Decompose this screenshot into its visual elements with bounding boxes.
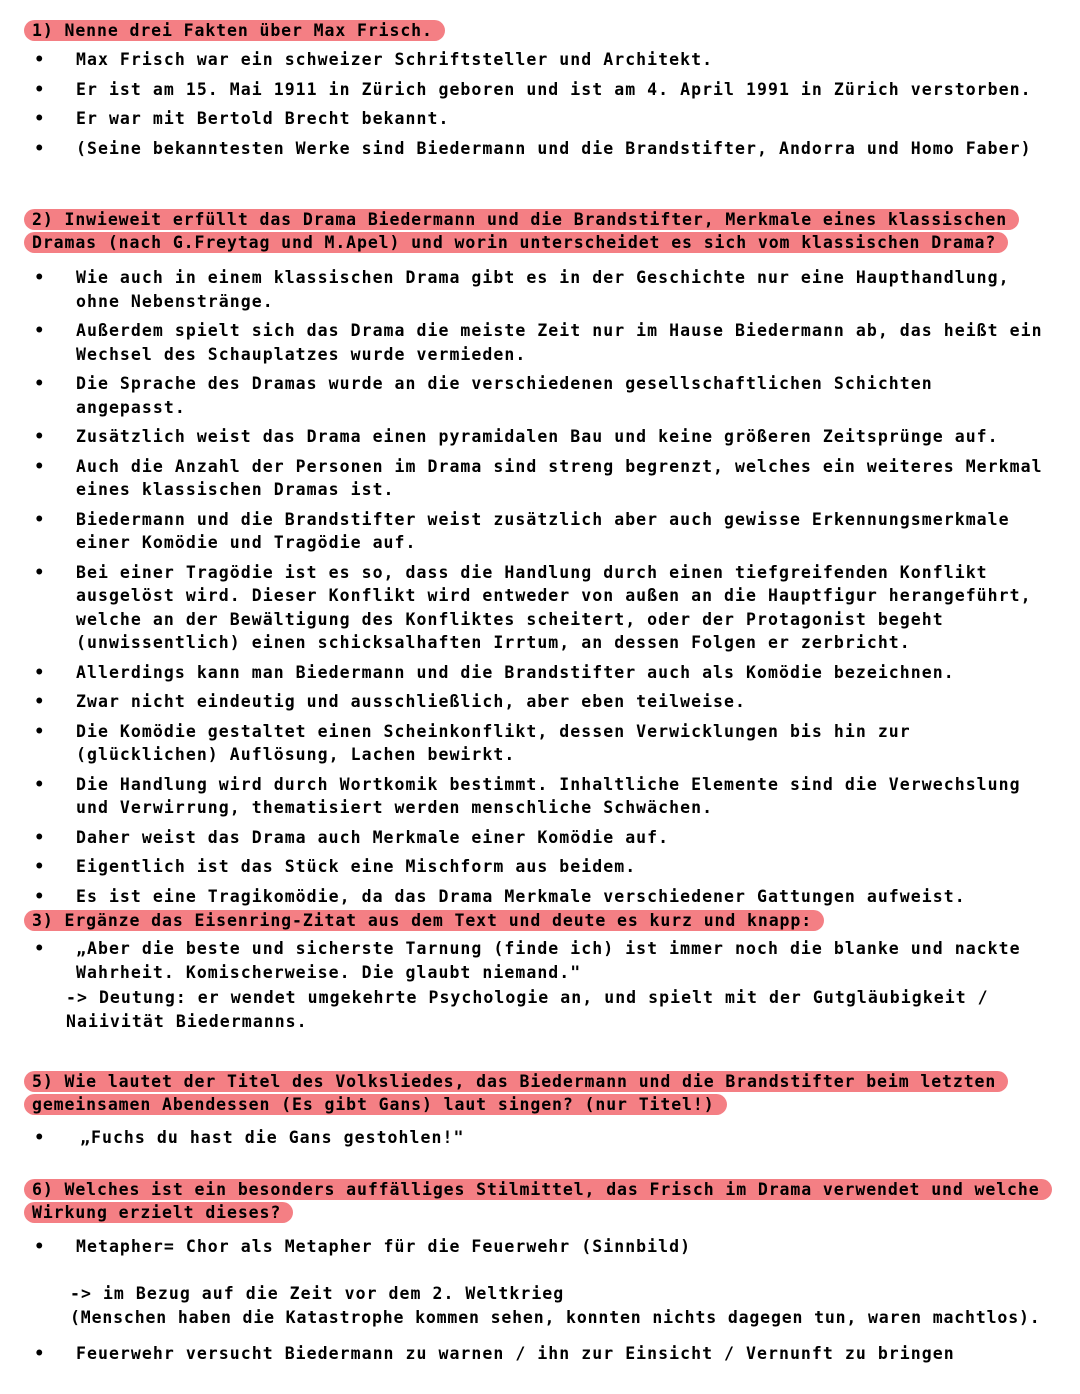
question-3-answers — [0, 937, 1080, 984]
list-item: • Die Komödie gestaltet einen Scheinkonflikt, dessen Verwicklungen bis hin zur (glücklichen) Auflösung, Lachen bewirkt. — [0, 720, 1080, 767]
list-item: • Max Frisch war ein schweizer Schriftsteller und Architekt. — [0, 48, 1080, 72]
list-item: • Es ist eine Tragikomödie, da das Drama Merkmale verschiedener Gattungen aufweist. — [0, 885, 1080, 909]
question-1-heading: 1) Nenne drei Fakten über Max Frisch. — [24, 19, 445, 42]
question-6-answers — [0, 1235, 1080, 1265]
list-item: • Die Handlung wird durch Wortkomik bestimmt. Inhaltliche Elemente sind die Verwechslung und Verwirrung, thematisiert werden menschliche Schwächen. — [0, 773, 1080, 820]
list-item: • Biedermann und die Brandstifter weist zusätzlich aber auch gewisse Erkennungsmerkmale einer Komödie und Tragödie auf. — [0, 508, 1080, 555]
list-item: • „Fuchs du hast die Gans gestohlen!" — [0, 1126, 1080, 1150]
question-6-answers-2 — [0, 1342, 1080, 1372]
list-item: • Er ist am 15. Mai 1911 in Zürich geboren und ist am 4. April 1991 in Zürich verstorben. — [0, 78, 1080, 102]
list-item: • Metapher= Chor als Metapher für die Feuerwehr (Sinnbild) — [0, 1235, 1080, 1259]
list-item: • Eigentlich ist das Stück eine Mischform aus beidem. — [0, 855, 1080, 879]
question-6-heading: 6) Welches ist ein besonders auffälliges Stilmittel, das Frisch im Drama verwendet und welche Wirkung erzielt dieses? — [24, 1178, 1052, 1224]
list-item: • Bei einer Tragödie ist es so, dass die Handlung durch einen tiefgreifenden Konflikt ausgelöst wird. Dieser Konflikt wird entweder von außen an die Hauptfigur herangeführt, welche an der Bewältigung des Konfliktes scheitert, oder der Protagonist begeht (unwissentlich) einen schicksalhaften Irrtum, an dessen Folgen er zerbricht. — [0, 561, 1080, 655]
question-3-heading: 3) Ergänze das Eisenring-Zitat aus dem Text und deute es kurz und knapp: — [24, 909, 824, 932]
question-1-answers — [0, 48, 1080, 166]
list-item: • Wie auch in einem klassischen Drama gibt es in der Geschichte nur eine Haupthandlung, ohne Nebenstränge. — [0, 266, 1080, 313]
interpretation: -> Deutung: er wendet umgekehrte Psychologie an, und spielt mit der Gutgläubigkeit / Naiivität Biedermanns. — [66, 988, 989, 1031]
list-item: • Feuerwehr versucht Biedermann zu warnen / ihn zur Einsicht / Vernunft zu bringen — [0, 1342, 1080, 1366]
list-item: • (Seine bekanntesten Werke sind Biedermann und die Brandstifter, Andorra und Homo Faber) — [0, 137, 1080, 161]
list-item: • Zwar nicht eindeutig und ausschließlich, aber eben teilweise. — [0, 690, 1080, 714]
list-item: • Daher weist das Drama auch Merkmale einer Komödie auf. — [0, 826, 1080, 850]
historical-note: -> im Bezug auf die Zeit vor dem 2. Weltkrieg (Menschen haben die Katastrophe kommen sehen, konnten nichts dagegen tun, waren machtlos). — [70, 1284, 1041, 1327]
list-item: • Auch die Anzahl der Personen im Drama sind streng begrenzt, welches ein weiteres Merkmal eines klassischen Dramas ist. — [0, 455, 1080, 502]
list-item: • Die Sprache des Dramas wurde an die verschiedenen gesellschaftlichen Schichten angepasst. — [0, 372, 1080, 419]
question-2-answers — [0, 266, 1080, 914]
quote-item: • „Aber die beste und sicherste Tarnung (finde ich) ist immer noch die blanke und nackte Wahrheit. Komischerweise. Die glaubt niemand." — [0, 937, 1080, 984]
question-5-answers — [0, 1126, 1080, 1156]
question-2-heading: 2) Inwieweit erfüllt das Drama Biedermann und die Brandstifter, Merkmale eines klassischen Dramas (nach G.Freytag und M.Apel) und worin unterscheidet es sich vom klassischen Drama? — [24, 208, 1019, 254]
list-item: • Allerdings kann man Biedermann und die Brandstifter auch als Komödie bezeichnen. — [0, 661, 1080, 685]
list-item: • Außerdem spielt sich das Drama die meiste Zeit nur im Hause Biedermann ab, das heißt ein Wechsel des Schauplatzes wurde vermieden. — [0, 319, 1080, 366]
list-item: • Er war mit Bertold Brecht bekannt. — [0, 107, 1080, 131]
question-5-heading: 5) Wie lautet der Titel des Volksliedes, das Biedermann und die Brandstifter beim letzten gemeinsamen Abendessen (Es gibt Gans) laut singen? (nur Titel!) — [24, 1070, 1008, 1116]
list-item: • Zusätzlich weist das Drama einen pyramidalen Bau und keine größeren Zeitsprünge auf. — [0, 425, 1080, 449]
